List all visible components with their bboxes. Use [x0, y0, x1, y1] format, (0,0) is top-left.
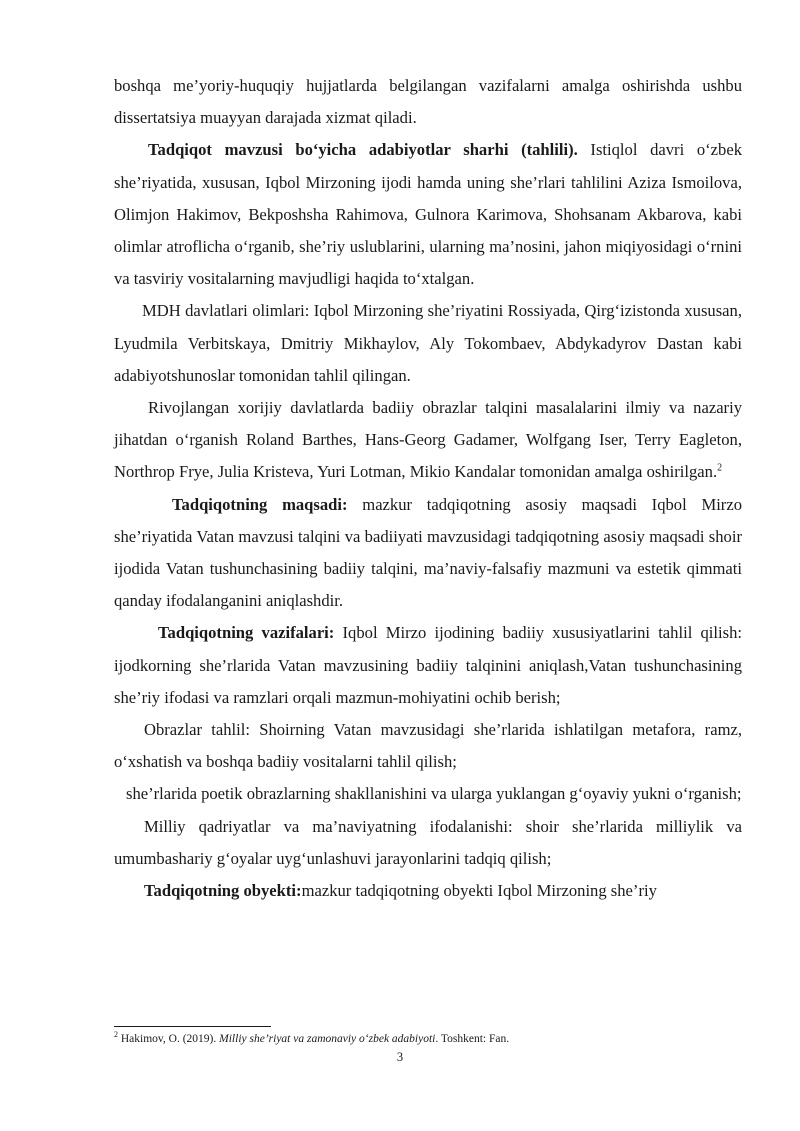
heading-research-tasks: Tadqiqotning vazifalari:	[158, 623, 335, 643]
heading-literature-review: Tadqiqot mavzusi bo‘yicha adabiyotlar sharhi (tahlili).	[148, 140, 578, 160]
paragraph-poetic-images: she’rlarida poetik obrazlarning shakllanishini va ularga yuklangan g‘oyaviy yukni o‘rganish;	[126, 784, 742, 804]
footnote-text-before: Hakimov, O. (2019).	[118, 1033, 220, 1045]
literature-review-text: Istiqlol davri o‘zbek she’riyatida, xususan, Iqbol Mirzoning ijodi hamda uning she’rlari tahlilini Aziza Ismoilova, Olimjon Hakimov, Bekposhsha Rahimova, Gulnora Karimova, Shohsanam Akbarova, kabi olimlar atroflicha o‘rganib, she’riy uslublarini, ularning ma’nosini, jahon miqiyosidagi o‘rnini va tasviriy vositalarning mavjudligi haqida to‘xtalgan.	[114, 140, 742, 289]
paragraph-intro: boshqa me’yoriy-huquqiy hujjatlarda belgilangan vazifalarni amalga oshirishda ushbu dissertatsiya muayyan darajada xizmat qiladi.	[114, 76, 742, 128]
heading-research-object: Tadqiqotning obyekti:	[144, 881, 302, 901]
paragraph-research-tasks	[114, 617, 742, 714]
paragraph-image-analysis: Obrazlar tahlil: Shoirning Vatan mavzusidagi she’rlarida ishlatilgan metafora, ramz, o‘xshatish va boshqa badiiy vositalarni tahlil qilish;	[114, 720, 742, 772]
paragraph-research-object	[114, 875, 742, 907]
research-object-text: mazkur tadqiqotning obyekti Iqbol Mirzoning she’riy	[301, 881, 657, 901]
paragraph-national-values: Milliy qadriyatlar va ma’naviyatning ifodalanishi: shoir she’rlarida milliylik va umumbashariy g‘oyalar uyg‘unlashuvi jarayonlarini tadqiq qilish;	[114, 816, 742, 868]
research-goal-text: mazkur tadqiqotning asosiy maqsadi Iqbol Mirzo she’riyatida Vatan mavzusi talqini va badiiyati mavzusidagi tadqiqotning asosiy maqsadi shoir ijodida Vatan tushunchasining badiiy talqini, ma’naviy-falsafiy mazmuni va estetik qimmati qanday ifodalanganini aniqlashdir.	[114, 494, 742, 611]
footnote-title: Milliy she’riyat va zamonaviy o‘zbek adabiyoti	[219, 1033, 436, 1045]
research-tasks-text: Iqbol Mirzo ijodining badiiy xususiyatlarini tahlil qilish: ijodkorning she’rlarida Vatan mavzusining badiiy talqinini aniqlash,Vatan tushunchasining she’riy ifodasi va ramzlari orqali mazmun-mohiyatini ochib berish;	[114, 623, 742, 707]
footnote-text-after: . Toshkent: Fan.	[435, 1033, 510, 1045]
footnote-marker: 2	[114, 1030, 118, 1040]
paragraph-foreign-scholars	[114, 392, 742, 489]
paragraph-cis-scholars: MDH davlatlari olimlari: Iqbol Mirzoning she’riyatini Rossiyada, Qirg‘izistonda xususan, Lyudmila Verbitskaya, Dmitriy Mikhaylov, Aly Tokombaev, Abdykadyrov Dastan kabi adabiyotshunoslar tomonidan tahlil qilingan.	[114, 301, 742, 385]
page-number: 3	[396, 1050, 404, 1064]
document-body	[114, 70, 742, 907]
paragraph-literature-review	[114, 134, 742, 295]
heading-research-goal: Tadqiqotning maqsadi:	[172, 494, 348, 514]
paragraph-research-goal	[114, 489, 742, 618]
footnote-ref[interactable]: 2	[717, 462, 723, 474]
footnote	[114, 1032, 742, 1046]
footnote-divider	[114, 1026, 271, 1027]
foreign-scholars-text: Rivojlangan xorijiy davlatlarda badiiy obrazlar talqini masalalarini ilmiy va nazariy jihatdan o‘rganish Roland Barthes, Hans-Georg Gadamer, Wolfgang Iser, Terry Eagleton, Northrop Frye, Julia Kristeva, Yuri Lotman, Mikio Kandalar tomonidan amalga oshirilgan.	[114, 398, 742, 482]
